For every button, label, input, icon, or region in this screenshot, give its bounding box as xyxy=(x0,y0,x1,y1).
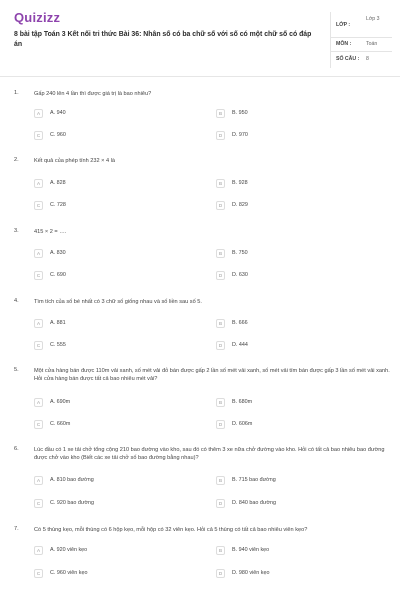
option-letter-box: C xyxy=(34,499,43,508)
grade-value: Lớp 3 xyxy=(366,16,380,22)
option-letter-box: B xyxy=(216,476,225,485)
question-number: 6. xyxy=(14,446,19,452)
option-letter-box: A xyxy=(34,476,43,485)
question xyxy=(0,526,400,582)
option-text: D. 980 viên kẹo xyxy=(232,570,270,576)
option-text: C. 555 xyxy=(50,342,66,348)
option-text: C. 728 xyxy=(50,202,66,208)
option-letter-box: A xyxy=(34,249,43,258)
option-letter-box: D xyxy=(216,271,225,280)
option-letter-box: D xyxy=(216,341,225,350)
option-text: B. 715 bao đường xyxy=(232,477,276,483)
option-letter-box: D xyxy=(216,499,225,508)
question xyxy=(0,446,400,510)
question xyxy=(0,90,400,140)
option-text: B. 750 xyxy=(232,250,248,256)
option-letter-box: C xyxy=(34,341,43,350)
option-text: B. 928 xyxy=(232,180,248,186)
option-letter-box: C xyxy=(34,131,43,140)
option-text: B. 940 viên kẹo xyxy=(232,547,270,553)
option-text: A. 690m xyxy=(50,399,71,405)
option-letter-box: D xyxy=(216,420,225,429)
option-letter-box: A xyxy=(34,179,43,188)
option-letter-box: B xyxy=(216,546,225,555)
question xyxy=(0,298,400,348)
option-letter-box: C xyxy=(34,420,43,429)
option-text: D. 444 xyxy=(232,342,248,348)
question-number: 2. xyxy=(14,157,19,163)
option-text: A. 881 xyxy=(50,320,66,326)
count-value: 8 xyxy=(366,56,369,62)
question-text: Lúc đầu có 1 xe tải chở tổng cộng 210 bao đường vào kho, sau đó có thêm 3 xe nữa chở đường vào kho. Hỏi có tất cả bao nhiêu bao đường được chở vào kho (Biết các xe tải chở số bao đường bằng nhau)? xyxy=(34,447,385,461)
option-text: C. 660m xyxy=(50,421,71,427)
option-letter-box: A xyxy=(34,109,43,118)
option-letter-box: B xyxy=(216,179,225,188)
option-letter-box: A xyxy=(34,319,43,328)
quizizz-logo[interactable]: Quizizz xyxy=(14,10,61,25)
option-text: D. 829 xyxy=(232,202,248,208)
question xyxy=(0,157,400,207)
question xyxy=(0,228,400,278)
question-text: Một cửa hàng bán được 110m vải xanh, số mét vải đỏ bán được gấp 2 lần số mét vải xanh, số mét vải tím bán được gấp 3 lần số mét vải xanh. Hỏi cửa hàng bán được tất cả bao nhiêu mét vải? xyxy=(34,368,390,382)
option-text: C. 690 xyxy=(50,272,66,278)
option-text: B. 950 xyxy=(232,110,248,116)
option-text: A. 828 xyxy=(50,180,66,186)
question-number: 7. xyxy=(14,526,19,532)
option-text: C. 960 viên kẹo xyxy=(50,570,88,576)
question-number: 5. xyxy=(14,367,19,373)
option-text: B. 680m xyxy=(232,399,253,405)
option-letter-box: A xyxy=(34,398,43,407)
option-letter-box: C xyxy=(34,201,43,210)
option-text: A. 830 xyxy=(50,250,66,256)
question-text: Kết quả của phép tính 232 × 4 là xyxy=(34,158,116,164)
question-text: 415 × 2 = …. xyxy=(34,229,67,235)
option-letter-box: B xyxy=(216,249,225,258)
option-letter-box: B xyxy=(216,109,225,118)
question-number: 4. xyxy=(14,298,19,304)
option-letter-box: B xyxy=(216,398,225,407)
option-text: D. 970 xyxy=(232,132,248,138)
option-text: D. 840 bao đường xyxy=(232,500,277,506)
option-letter-box: D xyxy=(216,569,225,578)
question-number: 3. xyxy=(14,228,19,234)
option-letter-box: C xyxy=(34,271,43,280)
option-letter-box: B xyxy=(216,319,225,328)
question-text: Gấp 240 lên 4 lần thì được giá trị là bao nhiêu? xyxy=(34,91,152,97)
option-letter-box: C xyxy=(34,569,43,578)
option-text: A. 810 bao đường xyxy=(50,477,94,483)
subject-value: Toán xyxy=(366,41,378,47)
option-text: C. 920 bao đường xyxy=(50,500,95,506)
option-text: C. 960 xyxy=(50,132,66,138)
option-text: B. 666 xyxy=(232,320,248,326)
option-text: D. 606m xyxy=(232,421,253,427)
option-text: D. 630 xyxy=(232,272,248,278)
question xyxy=(0,367,400,427)
count-label: SỐ CÂU : xyxy=(336,56,360,62)
option-text: A. 940 xyxy=(50,110,66,116)
option-text: A. 920 viên kẹo xyxy=(50,547,88,553)
grade-label: LỚP : xyxy=(336,22,351,28)
option-letter-box: A xyxy=(34,546,43,555)
question-text: Tìm tích của số bé nhất có 3 chữ số giống nhau và số liền sau số 5. xyxy=(34,299,202,305)
question-number: 1. xyxy=(14,90,19,96)
subject-label: MÔN : xyxy=(336,41,352,47)
question-text: Có 5 thùng kẹo, mỗi thùng có 6 hộp kẹo, mỗi hộp có 32 viên kẹo. Hỏi cả 5 thùng có tất cả bao nhiêu viên kẹo? xyxy=(34,527,308,533)
worksheet-title: 8 bài tập Toán 3 Kết nối tri thức Bài 36: Nhân số có ba chữ số với số có một chữ số có đáp án xyxy=(14,31,312,48)
option-letter-box: D xyxy=(216,201,225,210)
option-letter-box: D xyxy=(216,131,225,140)
